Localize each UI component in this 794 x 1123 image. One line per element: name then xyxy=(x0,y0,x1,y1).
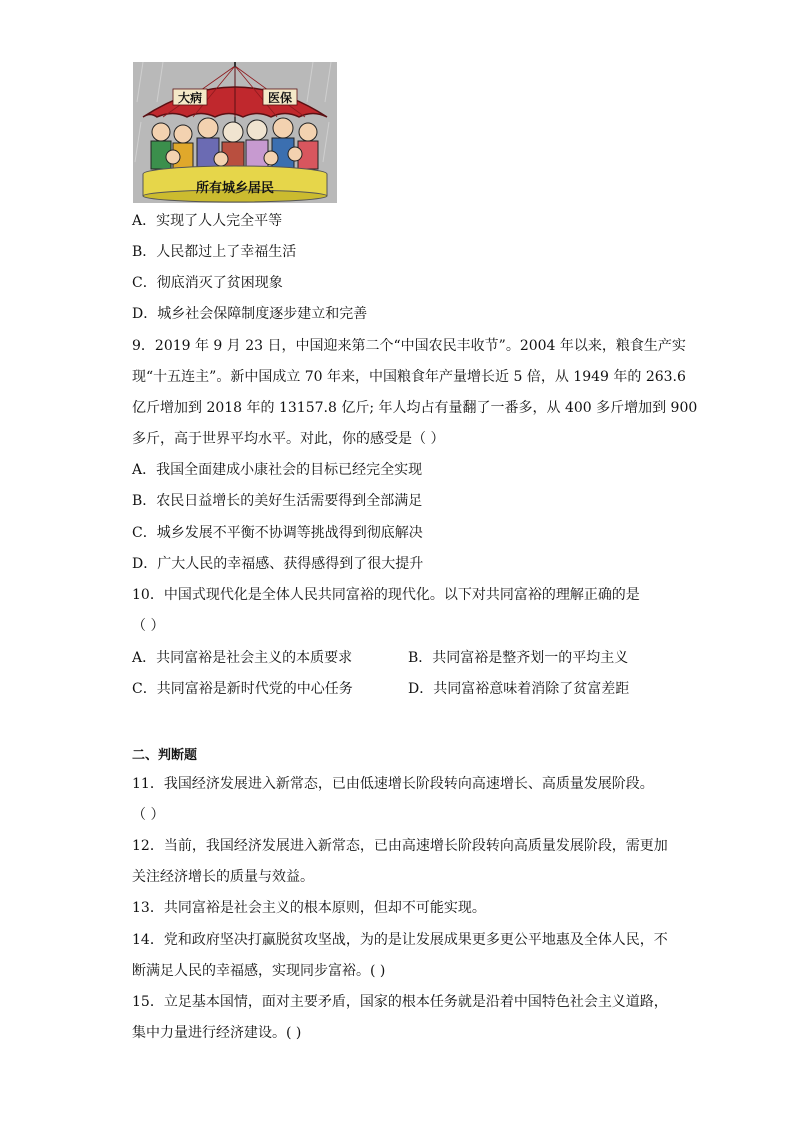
q10-stem-line-2: （ ） xyxy=(132,618,165,634)
q12-line-1: 12．当前，我国经济发展进入新常态，已由高速增长阶段转向高质量发展阶段，需更加 xyxy=(132,838,668,854)
q9-stem-line-4: 多斤，高于世界平均水平。对此，你的感受是（ ） xyxy=(132,431,445,447)
q8-option-d: D．城乡社会保障制度逐步建立和完善 xyxy=(132,306,368,322)
q12-line-2: 关注经济增长的质量与效益。 xyxy=(132,869,314,885)
q10-option-a: A．共同富裕是社会主义的本质要求 xyxy=(132,650,353,666)
medical-insurance-cartoon xyxy=(133,62,337,203)
q10-option-d: D．共同富裕意味着消除了贫富差距 xyxy=(408,681,630,697)
q9-option-c: C．城乡发展不平衡不协调等挑战得到彻底解决 xyxy=(132,525,423,541)
q11-line-2: （ ） xyxy=(132,807,165,823)
q14-line-1: 14．党和政府坚决打赢脱贫攻坚战，为的是让发展成果更多更公平地惠及全体人民，不 xyxy=(132,932,668,948)
q10-stem-line-1: 10．中国式现代化是全体人民共同富裕的现代化。以下对共同富裕的理解正确的是 xyxy=(132,587,640,603)
q9-option-d: D．广大人民的幸福感、获得感得到了很大提升 xyxy=(132,556,424,572)
q9-stem-line-3: 亿斤增加到 2018 年的 13157.8 亿斤; 年人均占有量翻了一番多，从 400 多斤增加到 900 xyxy=(132,400,698,416)
q15-line-1: 15．立足基本国情，面对主要矛盾，国家的根本任务就是沿着中国特色社会主义道路， xyxy=(132,994,668,1010)
section-title-judgment: 二、判断题 xyxy=(132,748,198,763)
umbrella-label-right: 医保 xyxy=(267,91,293,105)
q14-line-2: 断满足人民的幸福感，实现同步富裕。( ) xyxy=(132,963,386,979)
q9-option-b: B．农民日益增长的美好生活需要得到全部满足 xyxy=(132,493,423,509)
q13-line-1: 13．共同富裕是社会主义的根本原则，但却不可能实现。 xyxy=(132,900,486,916)
q11-line-1: 11．我国经济发展进入新常态，已由低速增长阶段转向高速增长、高质量发展阶段。 xyxy=(132,776,654,792)
umbrella-label-left: 大病 xyxy=(177,91,203,105)
q8-option-c: C．彻底消灭了贫困现象 xyxy=(132,275,283,291)
q15-line-2: 集中力量进行经济建设。( ) xyxy=(132,1025,302,1041)
q10-option-b: B．共同富裕是整齐划一的平均主义 xyxy=(408,650,629,666)
q9-stem-line-1: 9．2019 年 9 月 23 日，中国迎来第二个“中国农民丰收节”。2004 年以来，粮食生产实 xyxy=(132,338,686,354)
q10-option-c: C．共同富裕是新时代党的中心任务 xyxy=(132,681,353,697)
q8-option-b: B．人民都过上了幸福生活 xyxy=(132,244,297,260)
q9-stem-line-2: 现“十五连主”。新中国成立 70 年来，中国粮食年产量增长近 5 倍，从 1949 年的 263.6 xyxy=(132,369,686,385)
q9-option-a: A．我国全面建成小康社会的目标已经完全实现 xyxy=(132,462,423,478)
q8-option-a: A．实现了人人完全平等 xyxy=(132,213,283,229)
banner-label: 所有城乡居民 xyxy=(195,181,275,196)
